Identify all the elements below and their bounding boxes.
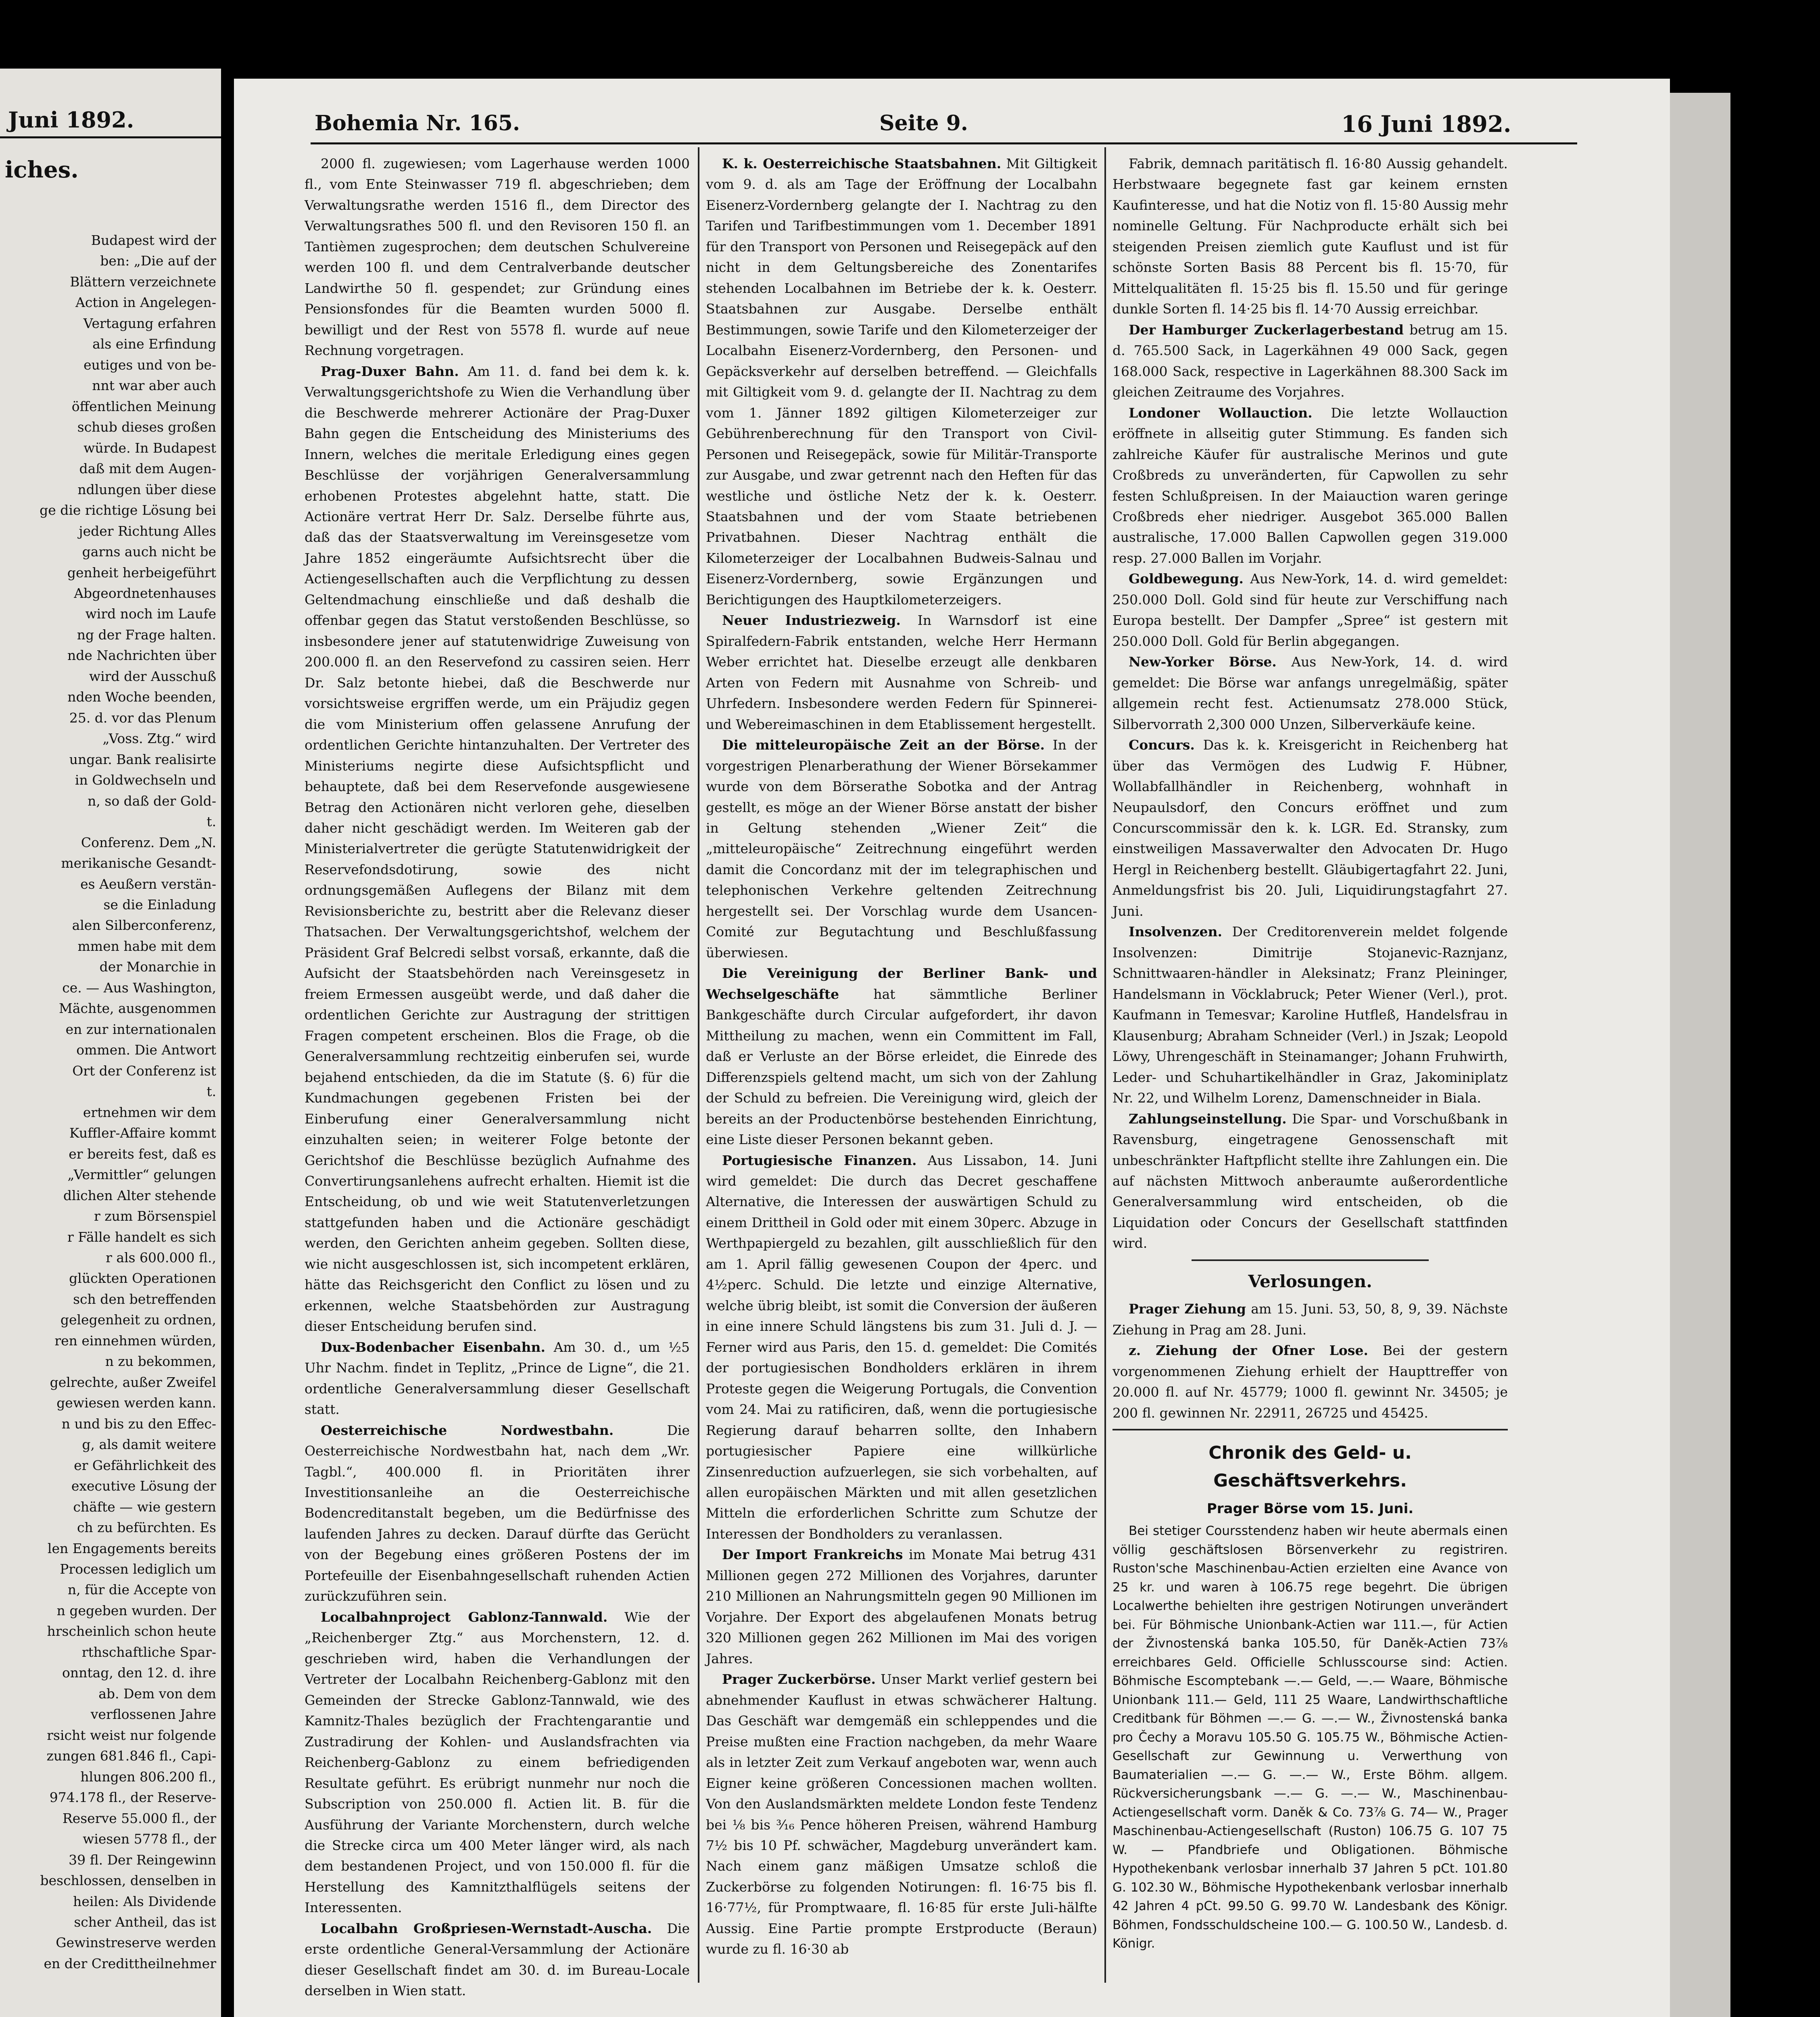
article-body: In Warnsdorf ist eine Spiralfedern-Fabrik entstanden, welche Herr Hermann Weber errichtet hat. Dieselbe erzeugt alle denkbaren Arten von Federn mit Ausnahme von Schreib- und Uhrfedern. Insbesondere werden Federn für Spinnerei- und Webereimaschinen in dem Etablissement hergestellt. xyxy=(706,612,1097,732)
left-text-line: n gegeben wurden. Der xyxy=(56,1602,216,1618)
left-text-line: heilen: Als Dividende xyxy=(73,1893,216,1909)
article-body: Das k. k. Kreisgericht in Reichenberg hat über das Vermögen des Ludwig F. Hübner, Wollabfallhändler in Reichenberg, wohnhaft in Neupaulsdorf, den Concurs eröffnet und zum Concurscommissär den k. k. LGR. Ed. Stransky, zum einstweiligen Massaverwalter den Advocaten Dr. Hugo Hergl in Reichenberg bestellt. Gläubigertagfahrt 22. Juni, Anmeldungsfrist bis 20. Juli, Liquidirungstagfahrt 27. Juni. xyxy=(1112,737,1508,919)
left-text-line: ungar. Bank realisirte xyxy=(69,751,216,767)
article-paragraph xyxy=(706,735,1097,963)
left-text-line: t. xyxy=(207,814,216,830)
article-headline: New-Yorker Börse. xyxy=(1129,654,1277,670)
article-body: hat sämmtliche Berliner Bankgeschäfte durch Circular aufgefordert, ihr davon Mittheilung zu machen, wenn ein Committent im Fall, daß er Verluste an der Börse erleidet, die Einrede des Differenzspiels geltend macht, um sich von der Zahlung der Schuld zu befreien. Die Vereinigung wird, gleich der bereits an der Productenbörse bestehenden Einrichtung, eine Liste dieser Personen bekannt geben. xyxy=(706,986,1097,1148)
left-text-line: wiesen 5778 fl., der xyxy=(83,1831,216,1847)
article-body: In der vorgestrigen Plenarberathung der Wiener Börsekammer wurde von dem Börserathe Sobotka and der Antrag gestellt, es möge an der Wiener Börse anstatt der bisher in Geltung stehenden „Wiener Zeit“ die „mitteleuropäische“ Zeitrechnung eingeführt werden damit die Concordanz mit der im telegraphischen und telephonischen Verkehre geltenden Zeitrechnung hergestellt sei. Der Vorschlag wurde dem Usancen-Comité zur Begutachtung und Beschlußfassung überwiesen. xyxy=(706,737,1097,960)
left-text-line: gelegenheit zu ordnen, xyxy=(60,1312,216,1328)
left-text-line: r Fälle handelt es sich xyxy=(67,1229,216,1245)
left-text-line: 25. d. vor das Plenum xyxy=(69,710,216,726)
article-headline: Goldbewegung. xyxy=(1129,571,1244,587)
column-divider-1 xyxy=(698,147,699,1983)
article-paragraph xyxy=(1112,651,1508,735)
article-headline: Londoner Wollauction. xyxy=(1129,405,1313,421)
article-body: Die erste ordentliche General-Versammlung der Actionäre dieser Gesellschaft findet am 30. d. im Bureau-Locale derselben in Wien statt. xyxy=(305,1920,690,1999)
article-paragraph xyxy=(706,153,1097,610)
article-paragraph xyxy=(305,153,690,361)
article-body: 2000 fl. zugewiesen; vom Lagerhause werden 1000 fl., vom Ente Steinwasser 719 fl. abgeschrieben; dem Verwaltungsrathe werden 1516 fl., dem Director des Verwaltungsrathes 500 fl. und den Revisoren 150 fl. an Tantièmen zugesprochen; dem deutschen Schulvereine werden 100 fl. und dem Centralverbande deutscher Landwirthe 50 fl. gespendet; zur Gründung eines Pensionsfondes für die Beamten wurden 5000 fl. bewilligt und der Rest von 5578 fl. wurde auf neue Rechnung vorgetragen. xyxy=(305,156,690,359)
left-text-line: Ort der Conferenz ist xyxy=(72,1063,216,1079)
left-text-line: mmen habe mit dem xyxy=(77,938,216,954)
left-text-line: glückten Operationen xyxy=(69,1270,216,1286)
left-text-line: n, so daß der Gold- xyxy=(88,793,216,809)
article-body: Fabrik, demnach paritätisch fl. 16·80 Aussig gehandelt. Herbstwaare begegnete fast gar keinem ernsten Kaufinteresse, und hat die Notiz von fl. 15·80 Aussig mehr nominelle Geltung. Für Nachproducte erhält sich bei steigenden Preisen ziemlich gute Kauflust und ist für schönste Sorten Basis 88 Percent bis fl. 15·70, für Mittelqualitäten fl. 15·25 bis fl. 15.50 und für geringe dunkle Sorten fl. 14·25 bis fl. 14·70 Aussig erreichbar. xyxy=(1112,156,1508,317)
article-paragraph xyxy=(1112,1340,1508,1423)
left-text-line: t. xyxy=(207,1084,216,1100)
article-headline: Die mitteleuropäische Zeit an der Börse. xyxy=(722,737,1045,753)
left-text-line: gewiesen werden kann. xyxy=(56,1395,216,1411)
left-text-line: rthschaftliche Spar- xyxy=(81,1644,216,1660)
article-headline: Prager Ziehung xyxy=(1129,1301,1246,1317)
article-headline: K. k. Oesterreichische Staatsbahnen. xyxy=(722,156,1002,171)
left-text-line: Conferenz. Dem „N. xyxy=(81,834,216,850)
left-text-line: ge die richtige Lösung bei xyxy=(40,502,216,518)
left-text-line: ab. Dem von dem xyxy=(98,1685,216,1702)
left-text-line: ndlungen über diese xyxy=(77,481,216,497)
left-text-line: öffentlichen Meinung xyxy=(71,398,216,414)
column-divider-2 xyxy=(1104,147,1106,1983)
article-body: Am 30. d., um ½5 Uhr Nachm. findet in Teplitz, „Prince de Ligne“, die 21. ordentliche Generalversammlung dieser Gesellschaft statt. xyxy=(305,1339,690,1418)
left-text-line: en der Credittheilnehmer xyxy=(44,1955,216,1971)
left-text-line: würde. In Budapest xyxy=(83,440,216,456)
article-paragraph xyxy=(1112,319,1508,403)
left-text-line: nden Woche beenden, xyxy=(67,689,216,705)
left-text-line: ce. — Aus Washington, xyxy=(62,979,216,996)
column-1 xyxy=(305,153,690,1999)
left-text-line: len Engagements bereits xyxy=(47,1540,216,1556)
article-body: Aus New-York, 14. d. wird gemeldet: Die Börse war anfangs unregelmäßig, später allgemein recht fest. Actienumsatz 278.000 Stück, Silbervorrath 2,300 000 Unzen, Silberverkäufe keine. xyxy=(1112,654,1508,732)
article-body: Die Oesterreichische Nordwestbahn hat, nach dem „Wr. Tagbl.“, 400.000 fl. in Prioritäten ihrer Investitionsanleihe an die Oesterreichische Bodencreditanstalt begeben, um die Bedürfnisse des laufenden Jahres zu decken. Darauf dürfte das Gerücht von der Begebung eines größeren Postens der im Portefeuille der Eisenbahngesellschaft ruhenden Actien zurückzuführen sein. xyxy=(305,1422,690,1604)
left-text-line: ertnehmen wir dem xyxy=(83,1104,216,1120)
article-body: Der Creditorenverein meldet folgende Insolvenzen: Dimitrije Stojanevic-Raznjanz, Schnittwaaren-händler in Aleksinatz; Franz Pleininger, Handelsmann in Vöcklabruck; Peter Wiener (Verl.), prot. Kaufmann in Temesvar; Karoline Hutfleß, Handelsfrau in Klausenburg; Abraham Schneider (Verl.) in Jszak; Leopold Löwy, Uhrengeschäft in Steinamanger; Johann Fruhwirth, Leder- und Schuhartikelhändler in Graz, Jakominiplatz Nr. 22, und Wilhelm Lorenz, Damenschneider in Biala. xyxy=(1112,924,1508,1106)
article-headline: Concurs. xyxy=(1129,737,1195,753)
article-headline: Der Import Frankreichs xyxy=(722,1547,903,1563)
left-text-line: Mächte, ausgenommen xyxy=(59,1000,216,1017)
chronik-rule xyxy=(1112,1429,1508,1430)
article-paragraph xyxy=(305,361,690,1337)
left-text-line: chäfte — wie gestern xyxy=(73,1499,216,1515)
left-text-line: alen Silberconferenz, xyxy=(72,917,216,933)
left-text-line: onntag, den 12. d. ihre xyxy=(62,1665,216,1681)
left-text-line: hlungen 806.200 fl., xyxy=(80,1769,216,1785)
article-body: Die Spar- und Vorschußbank in Ravensburg, eingetragene Genossenschaft mit unbeschränkter Haftpflicht stellte ihre Zahlungen ein. Die auf nächsten Mittwoch anberaumte außerordentliche Generalversammlung wird entscheiden, ob die Liquidation oder Concurs der Gesellschaft stattfinden wird. xyxy=(1112,1111,1508,1251)
left-text-line: Abgeordnetenhauses xyxy=(74,585,216,601)
verlosungen-rule xyxy=(1192,1259,1429,1261)
left-text-line: als eine Erfindung xyxy=(92,336,216,352)
left-text-line: dlichen Alter stehende xyxy=(63,1187,216,1203)
header-left: Bohemia Nr. 165. xyxy=(315,111,520,136)
left-text-line: merikanische Gesandt- xyxy=(61,855,216,871)
left-text-line: Kuffler-Affaire kommt xyxy=(69,1125,216,1141)
left-text-line: ng der Frage halten. xyxy=(77,626,216,643)
left-text-line: es Aeußern verstän- xyxy=(80,876,216,892)
left-text-line: Blättern verzeichnete xyxy=(70,274,216,290)
left-text-line: garns auch nicht be xyxy=(82,544,216,560)
left-text-line: nde Nachrichten über xyxy=(67,647,216,664)
left-text-line: beschlossen, denselben in xyxy=(40,1873,216,1889)
article-paragraph xyxy=(1112,921,1508,1108)
left-text-line: sch den betreffenden xyxy=(73,1291,216,1307)
chronik-title: Chronik des Geld- u. Geschäftsverkehrs. xyxy=(1208,1443,1412,1491)
right-page xyxy=(234,79,1670,2017)
article-headline: Localbahnproject Gablonz-Tannwald. xyxy=(321,1609,608,1625)
article-paragraph xyxy=(1112,1109,1508,1254)
left-text-line: hrscheinlich schon heute xyxy=(47,1623,216,1639)
article-paragraph xyxy=(305,1420,690,1607)
article-paragraph xyxy=(305,1337,690,1420)
article-body: Die letzte Wollauction eröffnete in allseitig guter Stimmung. Es fanden sich zahlreiche Käufer für australische Merinos und gute Croßbreds zu unveränderten, für Capwollen zu sehr festen Schlußpreisen. In der Maiauction waren geringe Croßbreds eher niedriger. Ausgebot 365.000 Ballen australische, 17.000 Ballen Capwollen gegen 319.000 resp. 27.000 Ballen im Vorjahr. xyxy=(1112,405,1508,566)
article-paragraph xyxy=(706,1544,1097,1669)
article-paragraph xyxy=(305,1607,690,1918)
article-headline: Der Hamburger Zuckerlagerbestand xyxy=(1129,322,1404,338)
left-text-line: in Goldwechseln und xyxy=(75,772,216,788)
article-headline: Zahlungseinstellung. xyxy=(1129,1111,1287,1127)
chronik-subtitle: Prager Börse vom 15. Juni. xyxy=(1206,1501,1414,1517)
article-paragraph xyxy=(305,1918,690,2001)
left-text-line: Gewinstreserve werden xyxy=(56,1935,216,1951)
left-text-line: rsicht weist nur folgende xyxy=(47,1727,216,1743)
left-text-line: er bereits fest, daß es xyxy=(69,1146,216,1162)
article-paragraph xyxy=(706,1669,1097,1960)
left-header-rule xyxy=(0,136,221,138)
left-text-line: g, als damit weitere xyxy=(82,1437,216,1453)
left-text-line: genheit herbeigeführt xyxy=(67,564,216,580)
article-headline: Die Vereinigung der Berliner Bank- und Wechselgeschäfte xyxy=(706,965,1097,1002)
article-body: Aus Lissabon, 14. Juni wird gemeldet: Die durch das Decret geschaffene Alternative, die Interessen der auswärtigen Schuld zu einem Drittheil in Gold oder mit einem 30perc. Abzuge in Werthpapiergeld zu bezahlen, gilt ausschließlich für den am 1. April fällig gewesenen Coupon der 4perc. und 4½perc. Schuld. Die letzte und einzige Alternative, welche übrig bleibt, ist somit die Conversion der äußeren in eine innere Schuld längstens bis zum 31. Juli d. J. — Ferner wird aus Paris, den 15. d. gemeldet: Die Comités der portugiesischen Bondholders erklären in ihrem Proteste gegen die Weigerung Portugals, die Convention vom 24. Mai zu ratificiren, daß, wenn die portugiesische Regierung darauf beharren sollte, den Inhabern portugiesischer Papiere eine willkürliche Zinsenreduction aufzuerlegen, sie sich vorbehalten, auf allen europäischen Märkten und mit allen gesetzlichen Mitteln die erforderlichen Schritte zum Schutze der Interessen der Bondholders zu veranlassen. xyxy=(706,1152,1097,1542)
left-text-line: eutiges und von be- xyxy=(83,357,216,373)
article-body: am 15. Juni. 53, 50, 8, 9, 39. Nächste Ziehung in Prag am 28. Juni. xyxy=(1112,1301,1508,1338)
left-text-line: Budapest wird der xyxy=(91,232,216,248)
verlosungen-title: Verlosungen. xyxy=(1248,1271,1372,1291)
article-headline: Oesterreichische Nordwestbahn. xyxy=(321,1422,614,1438)
article-headline: Insolvenzen. xyxy=(1129,924,1222,940)
left-text-line: ren einnehmen würden, xyxy=(54,1332,216,1349)
left-text-line: ben: „Die auf der xyxy=(100,253,216,269)
left-text-line: zungen 681.846 fl., Capi- xyxy=(46,1748,216,1764)
article-paragraph xyxy=(706,1150,1097,1545)
page-edge xyxy=(1670,93,1730,2017)
left-text-line: Action in Angelegen- xyxy=(75,294,216,311)
column-3-articles xyxy=(1112,153,1508,1254)
left-page-header: Juni 1892. xyxy=(8,107,134,133)
left-text-line: scher Antheil, das ist xyxy=(74,1914,216,1930)
left-text-line: se die Einladung xyxy=(103,897,216,912)
left-page-text xyxy=(0,230,216,1971)
left-text-line: ommen. Die Antwort xyxy=(76,1042,216,1058)
left-text-line: wird der Ausschuß xyxy=(89,668,216,684)
article-headline: Portugiesische Finanzen. xyxy=(722,1152,917,1168)
left-text-line: n zu bekommen, xyxy=(105,1353,216,1370)
left-text-line: Vertagung erfahren xyxy=(83,315,216,331)
left-text-line: ch zu befürchten. Es xyxy=(77,1520,216,1536)
column-3 xyxy=(1112,153,1508,1993)
left-text-line: en zur internationalen xyxy=(65,1021,216,1037)
article-body: Bei der gestern vorgenommenen Ziehung erhielt der Haupttreffer von 20.000 fl. auf Nr. 45779; 1000 fl. gewinnt Nr. 34505; je 200 fl. gewinnen Nr. 22911, 26725 und 45425. xyxy=(1112,1343,1508,1421)
left-text-line: 974.178 fl., der Reserve- xyxy=(49,1789,216,1806)
article-body: Aus New-York, 14. d. wird gemeldet: 250.000 Doll. Gold sind für heute zur Verschiffung nach Europa bestellt. Der Dampfer „Spree“ ist gestern mit 250.000 Doll. Gold für Berlin abgegangen. xyxy=(1112,571,1508,649)
article-paragraph xyxy=(706,963,1097,1150)
article-paragraph xyxy=(1112,568,1508,651)
article-paragraph xyxy=(1112,1299,1508,1340)
left-text-line: r als 600.000 fl., xyxy=(106,1249,216,1265)
header-date: 16 Juni 1892. xyxy=(1341,111,1511,138)
header-rule xyxy=(311,142,1577,144)
left-text-line: Processen lediglich um xyxy=(60,1561,216,1577)
left-text-line: wird noch im Laufe xyxy=(85,606,216,622)
article-paragraph xyxy=(706,610,1097,735)
article-headline: Neuer Industriezweig. xyxy=(722,612,901,628)
left-text-line: n, für die Accepte von xyxy=(67,1582,216,1598)
article-body: Unser Markt verlief gestern bei abnehmender Kauflust in etwas schwächerer Haltung. Das Geschäft war demgemäß ein schleppendes und die Preise mußten eine Fraction nachgeben, da mehr Waare als in letzter Zeit zum Verkauf angeboten war, wenn auch Eigner keine größeren Concessionen machen wollten. Von den Auslandsmärkten meldete London feste Tendenz bei ⅛ bis ³⁄₁₆ Pence höheren Preisen, während Hamburg 7½ bis 10 Pf. schwächer, Magdeburg unverändert kam. Nach einem ganz mäßigen Umsatze schloß die Zuckerbörse zu folgenden Notirungen: fl. 16·75 bis fl. 16·77½, für Promptwaare, fl. 16·85 für erste Juli-hälfte Aussig. Eine Partie prompte Erstproducte (Beraun) wurde zu fl. 16·30 ab xyxy=(706,1671,1097,1957)
left-text-line: jeder Richtung Alles xyxy=(79,523,216,539)
left-text-line: der Monarchie in xyxy=(99,959,216,975)
left-text-line: 39 fl. Der Reingewinn xyxy=(69,1852,216,1868)
article-body: betrug am 15. d. 765.500 Sack, in Lagerkähnen 49 000 Sack, gegen 168.000 Sack, respective in Lagerkähnen 88.300 Sack im gleichen Zeitraume des Vorjahres. xyxy=(1112,322,1508,400)
left-text-line: „Vermittler“ gelungen xyxy=(67,1167,216,1183)
article-headline: Localbahn Großpriesen-Wernstadt-Auscha. xyxy=(321,1920,652,1936)
left-section-title: iches. xyxy=(5,157,79,183)
article-body: Mit Giltigkeit vom 9. d. als am Tage der Eröffnung der Localbahn Eisenerz-Vordernberg gelangte der I. Nachtrag zu den Tarifen und Tarifbestimmungen vom 1. December 1891 für den Transport von Personen und Reisegepäck auf den nicht in dem Geltungsbereiche des Zonentarifes stehenden Localbahnen im Betriebe der k. k. Oesterr. Staatsbahnen zur Ausgabe. Derselbe enthält Bestimmungen, sowie Tarife und den Kilometerzeiger der Localbahn Eisenerz-Vordernberg, den Personen- und Gepäcksverkehr auf derselben betreffend. — Gleichfalls mit Giltigkeit vom 9. d. gelangte der II. Nachtrag zu dem vom 1. Jänner 1892 giltigen Kilometerzeiger zur Gebührenberechnung für den Transport von Civil-Personen und Reisegepäck, sowie für Militär-Transporte zur Ausgabe, und zwar getrennt nach den Heften für das westliche und östliche Netz der k. k. Oesterr. Staatsbahnen und der vom Staate betriebenen Privatbahnen. Dieser Nachtrag enthält die Kilometerzeiger der Localbahnen Budweis-Salnau und Eisenerz-Vordernberg, sowie Ergänzungen und Berichtigungen des Hauptkilometerzeigers. xyxy=(706,156,1097,608)
left-page xyxy=(0,69,221,2017)
header-page-number: Seite 9. xyxy=(879,111,968,136)
article-body: Wie der „Reichenberger Ztg.“ aus Morchenstern, 12. d. geschrieben wird, haben die Verhandlungen der Vertreter der Localbahn Reichenberg-Gablonz mit den Gemeinden der Strecke Gablonz-Tannwald, wie des Kamnitz-Thales bezüglich der Frachtengarantie und Zustradirung der Kohlen- und Auslandsfrachten via Reichenberg-Gablonz zu einem befriedigenden Resultate geführt. Es erübrigt nunmehr nur noch die Subscription von 250.000 fl. Actien lit. B. für die Ausführung der Variante Morchenstern, durch welche die Strecke circa um 400 Meter länger wird, als nach dem bestandenen Project, und von 150.000 fl. für die Herstellung des Kamnitzthalflügels seitens der Interessenten. xyxy=(305,1609,690,1916)
article-paragraph xyxy=(1112,735,1508,921)
chronik-text: Bei stetiger Coursstendenz haben wir heute abermals einen völlig geschäftslosen Börsenverkehr zu registriren. Ruston'sche Maschinenbau-Actien erzielten eine Avance von 25 kr. und waren à 106.75 rege begehrt. Die übrigen Localwerthe behielten ihre gestrigen Notirungen unverändert bei. Für Böhmische Unionbank-Actien war 111.—, für Actien der Živnostenská banka 105.50, für Daněk-Actien 73⅞ erreichbares Geld. Officielle Schlusscourse sind: Actien. Böhmische Escomptebank —.— Geld, —.— Waare, Böhmische Unionbank 111.— Geld, 111 25 Waare, Landwirthschaftliche Creditbank für Böhmen —.— G. —.— W., Živnostenská banka pro Čechy a Moravu 105.50 G. 105.75 W., Böhmische Actien-Gesellschaft zur Gewinnung u. Verwerthung von Baumaterialien —.— G. —.— W., Erste Böhm. allgem. Rückversicherungsbank —.— G. —.— W., Maschinenbau-Actiengesellschaft vorm. Daněk & Co. 73⅞ G. 74— W., Prager Maschinenbau-Actiengesellschaft (Ruston) 106.75 G. 107 75 W. — Pfandbriefe und Obligationen. Böhmische Hypothekenbank verlosbar innerhalb 37 Jahren 5 pCt. 101.80 G. 102.30 W., Böhmische Hypothekenbank verlosbar innerhalb 42 Jahren 4 pCt. 99.50 G. 99.70 W. Landesbank des Königr. Böhmen, Fondsschuldscheine 100.— G. 100.50 W., Landesb. d. Königr. xyxy=(1112,1524,1508,1951)
article-headline: Prager Zuckerbörse. xyxy=(722,1671,876,1687)
left-text-line: „Voss. Ztg.“ wird xyxy=(102,731,216,747)
left-text-line: verflossenen Jahre xyxy=(90,1706,216,1723)
left-text-line: nnt war aber auch xyxy=(92,378,216,394)
article-paragraph xyxy=(1112,403,1508,569)
left-text-line: executive Lösung der xyxy=(71,1478,216,1494)
verlosungen-articles xyxy=(1112,1299,1508,1423)
left-text-line: schub dieses großen xyxy=(77,419,216,435)
column-2 xyxy=(706,153,1097,1977)
article-headline: Prag-Duxer Bahn. xyxy=(321,363,459,379)
left-text-line: n und bis zu den Effec- xyxy=(61,1416,216,1432)
left-text-line: Reserve 55.000 fl., der xyxy=(62,1810,216,1826)
left-text-line: gelrechte, außer Zweifel xyxy=(50,1374,216,1390)
left-text-line: daß mit dem Augen- xyxy=(79,461,216,477)
article-headline: z. Ziehung der Ofner Lose. xyxy=(1129,1343,1368,1359)
article-paragraph xyxy=(1112,153,1508,319)
left-text-line: er Gefährlichkeit des xyxy=(74,1457,216,1473)
article-body: Am 11. d. fand bei dem k. k. Verwaltungsgerichtshofe zu Wien die Verhandlung über die Beschwerde mehrerer Actionäre der Prag-Duxer Bahn gegen die Entscheidung des Ministeriums des Innern, welches die meritale Erledigung eines gegen Beschlüsse der vorjährigen Generalversammlung erhobenen Protestes abgelehnt hatte, statt. Die Actionäre vertrat Herr Dr. Salz. Derselbe führte aus, daß das der Staatsverwaltung im Vereinsgesetze vom Jahre 1852 eingeräumte Aufsichtsrecht über die Actiengesellschaften auch die Verpflichtung zu dessen Geltendmachung einschließe und daß deshalb die offenbar gegen das Statut verstoßenden Beschlüsse, so insbesondere jener auf statutenwidrige Zuweisung von 200.000 fl. an den Reservefond zu cassiren seien. Herr Dr. Salz betonte hiebei, daß die Beschwerde nur vorsichtsweise ergriffen werde, um ein Präjudiz gegen die vom Ministerium offen gelassene Anrufung der ordentlichen Gerichte hintanzuhalten. Der Vertreter des Ministeriums negirte diese Aufsichtspflicht und behauptete, daß bei dem Reservefonde ausgewiesene Betrag den Actionären nicht verloren gehe, dieselben daher nicht geschädigt werden. Im Weiteren gab der Ministerialvertreter die gerügte Statutenwidrigkeit der Reservefondsdotirung, sowie des nicht ordnungsgemäßen Auflegens der Bilanz mit dem Revisionsberichte zu, bestritt aber die Relevanz dieser Thatsachen. Der Verwaltungsgerichtshof, welchem der Präsident Graf Belcredi selbst vorsaß, erkannte, daß die Aufsicht der Staatsbehörden nach Vereinsgesetz in freiem Ermessen ausgeübt werde, und daß daher die ordentlichen Gerichte zur Austragung der strittigen Fragen competent erscheinen. Blos die Frage, ob die Generalversammlung rechtzeitig einberufen sei, wurde bejahend entschieden, da die im Statute (§. 6) für die Kundmachungen gegebenen Fristen bei der Einberufung einer Generalversammlung nicht einzuhalten seien; in weiterer Folge betonte der Gerichtshof die Beschlüsse bezüglich Aufnahme des Convertirungsanlehens aufrecht erhalten. Hiemit ist die Entscheidung, ob und wie weit Statutenverletzungen stattgefunden haben und die Actionäre geschädigt werden, den Gerichten anheim gegeben. Sollten diese, wie nicht ausgeschlossen ist, sich incompetent erklären, hätte das Reichsgericht den Conflict zu lösen und zu erkennen, welche Staatsbehörden zur Austragung dieser Entscheidung berufen sind. xyxy=(305,363,690,1334)
article-headline: Dux-Bodenbacher Eisenbahn. xyxy=(321,1339,546,1355)
left-text-line: r zum Börsenspiel xyxy=(94,1208,216,1224)
article-body: im Monate Mai betrug 431 Millionen gegen 272 Millionen des Vorjahres, darunter 210 Millionen an Nahrungsmitteln gegen 90 Millionen im Vorjahre. Der Export des abgelaufenen Monats betrug 320 Millionen gegen 262 Millionen im Mai des vorigen Jahres. xyxy=(706,1547,1097,1666)
